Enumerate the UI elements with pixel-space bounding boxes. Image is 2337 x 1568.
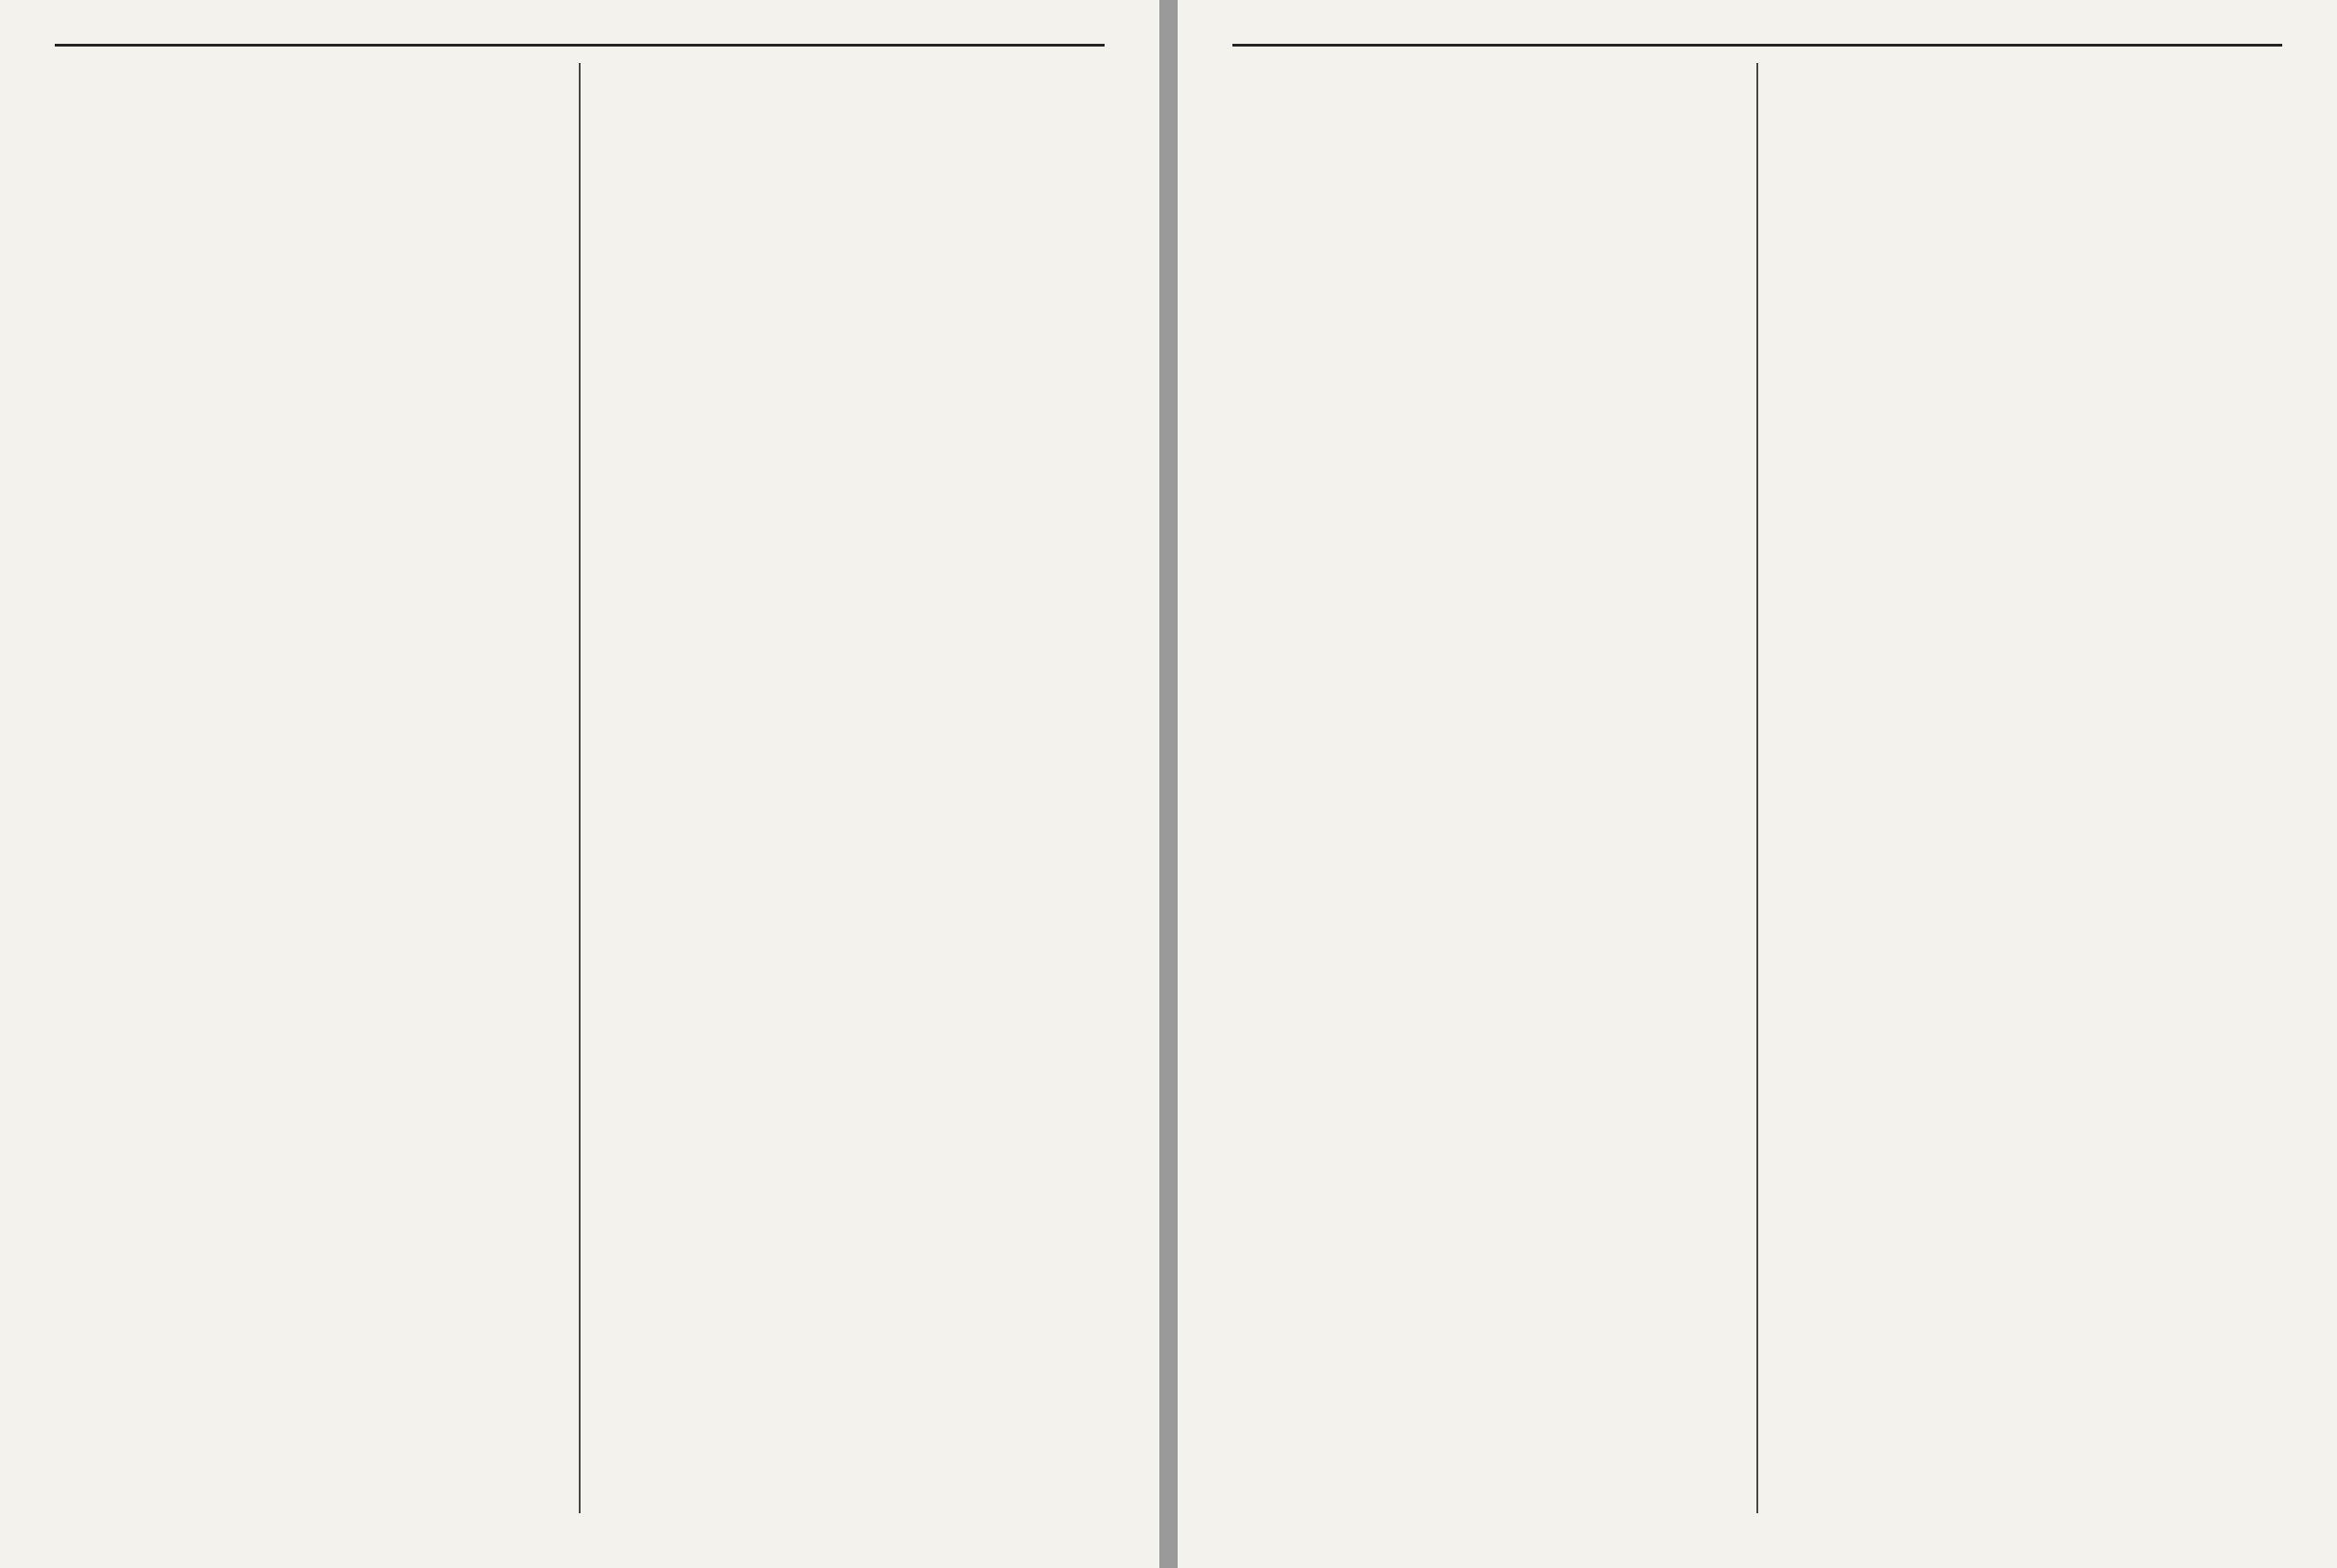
text-columns <box>55 47 1105 1513</box>
column-divider <box>579 63 581 1513</box>
right-page <box>1178 0 2337 1568</box>
running-header <box>55 37 1105 47</box>
text-column <box>55 63 548 1513</box>
text-column <box>1789 63 2282 1513</box>
text-columns <box>1232 47 2282 1513</box>
left-page <box>0 0 1159 1568</box>
column-divider <box>1756 63 1758 1513</box>
binding-gutter <box>1159 0 1178 1568</box>
text-column <box>612 63 1105 1513</box>
running-header <box>1232 37 2282 47</box>
page-number <box>55 1513 1105 1522</box>
page-number <box>1232 1513 2282 1522</box>
text-column <box>1232 63 1725 1513</box>
